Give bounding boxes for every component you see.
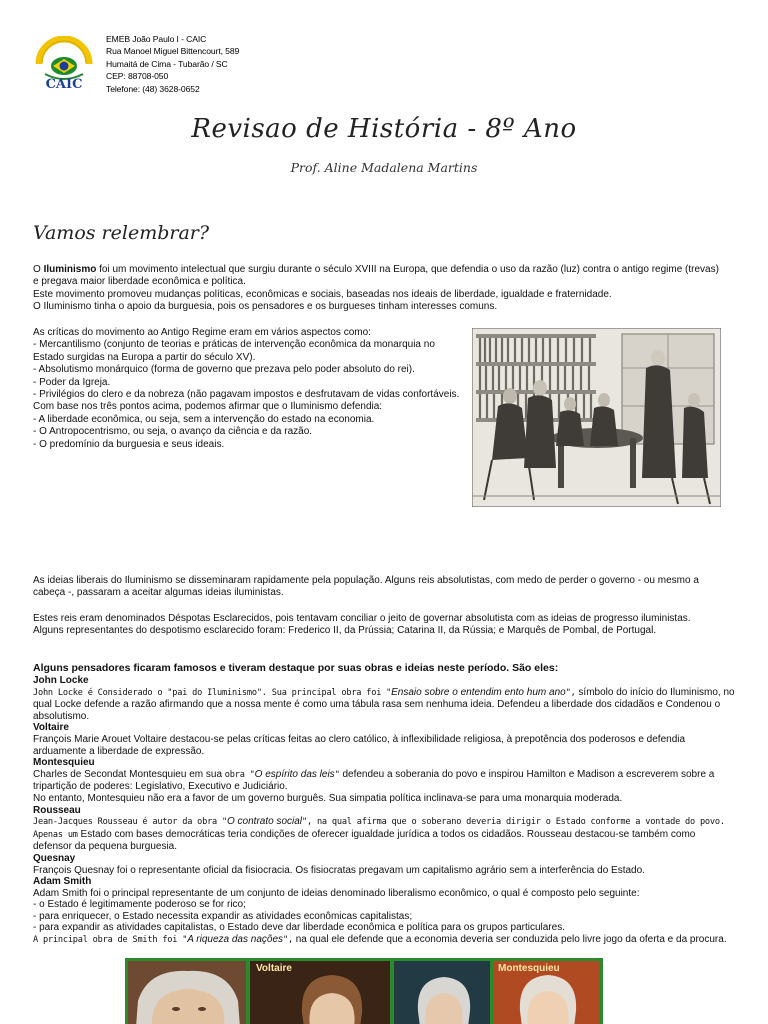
montesquieu-quote-close: " — [334, 769, 340, 780]
portrait-montesquieu — [494, 961, 600, 1024]
locke-description: símbolo do início do Iluminismo, no qual Locke defende a razão afirmando que a nossa mente é como uma tábula rasa sem nenhuma ideia. Defendeu a liberdade dos cidadãos e Condenou o absolutismo. — [33, 686, 735, 722]
criticas-list — [33, 327, 465, 451]
list-item: - Absolutismo monárquico (forma de governo que prezava pelo poder absoluto do rei). — [33, 364, 415, 376]
thinker-text-montesquieu — [33, 769, 737, 793]
smith-description: na qual ele defende que a economia deveria ser conduzida pelo livre jogo da oferta e da procura. — [292, 934, 727, 946]
school-logo — [33, 36, 95, 90]
thinker-text-montesquieu-2: No entanto, Montesquieu não era a favor de um governo burguês. Sua simpatia política inclinava-se para uma monarquia moderada. — [33, 792, 623, 804]
smith-quote-close: ", — [283, 935, 293, 946]
rousseau-work: O contrato social — [226, 816, 303, 828]
smith-work: A riqueza das nações — [187, 934, 284, 946]
philosophers-engraving — [472, 328, 721, 507]
list-item: Com base nos três pontos acima, podemos afirmar que o Iluminismo defendia: — [33, 401, 383, 413]
portrait-label-voltaire: Voltaire — [256, 963, 292, 974]
montesquieu-obra: obra " — [224, 769, 255, 780]
school-street: Rua Manoel Miguel Bittencourt, 589 — [106, 46, 240, 57]
smith-line: - o Estado é legitimamente poderoso se for rico; — [33, 899, 246, 911]
list-item: - A liberdade econômica, ou seja, sem a intervenção do estado na economia. — [33, 413, 375, 425]
locke-intro: John Locke é Considerado o "pai do Iluminismo". Sua principal obra foi " — [33, 687, 392, 698]
thinker-text-rousseau — [33, 816, 737, 853]
portrait-label-montesquieu: Montesquieu — [498, 963, 560, 974]
intro-paragraph-2: Este movimento promoveu mudanças políticas, econômicas e sociais, baseadas nos ideais de liberdade, igualdade e fraternidade. — [33, 288, 612, 300]
thinker-text-smith — [33, 934, 737, 947]
school-name: EMEB João Paulo I - CAIC — [106, 34, 207, 44]
despotas-paragraph-2: Alguns representantes do despotismo esclarecido foram: Frederico II, da Prússia; Catarina II, da Rússia; e Marquês de Pombal, de Portugal. — [33, 625, 657, 637]
thinker-name-voltaire: Voltaire — [33, 722, 69, 734]
portraits-collage — [125, 958, 603, 1024]
list-item: As críticas do movimento ao Antigo Regime eram em vários aspectos como: — [33, 327, 371, 338]
intro-paragraph-3: O Iluminismo tinha o apoio da burguesia, pois os pensadores e os burgueses tinham interesses comuns. — [33, 301, 498, 313]
list-item: - Poder da Igreja. — [33, 376, 111, 388]
logo-text: CAIC — [45, 77, 83, 90]
montesquieu-description: defendeu a soberania do povo e inspirou Hamilton e Madison a escreverem sobre a tripartição de poderes: Legislativo, Executivo e Judiciário. — [33, 768, 715, 793]
intro-keyword: Iluminismo — [43, 264, 97, 275]
thinker-text-voltaire: François Marie Arouet Voltaire destacou-se pelas críticas feitas ao clero católico, à inflexibilidade religiosa, à prepotência dos poderosos e defendia arduamente a liberdade de expressão. — [33, 733, 686, 757]
pensadores-heading: Alguns pensadores ficaram famosos e tiveram destaque por suas obras e ideias neste período. São eles: — [33, 662, 559, 674]
montesquieu-intro: Charles de Secondat Montesquieu em sua — [33, 768, 225, 780]
intro-definition: foi um movimento intelectual que surgiu durante o século XVIII na Europa, que defendia o uso da razão (luz) contra o antigo regime (trevas) e pregava maior liberdade econômica e política. — [33, 264, 719, 288]
school-address — [106, 33, 239, 95]
school-district: Humaitá de Cima - Tubarão / SC — [106, 58, 228, 69]
montesquieu-work: O espírito das leis — [254, 768, 335, 780]
list-item: - O predomínio da burguesia e seus ideais. — [33, 438, 225, 450]
liberais-paragraph: As ideias liberais do Iluminismo se disseminaram rapidamente pela população. Alguns reis absolutistas, com medo de perder o governo - ou mesmo a cabeça -, passaram a aceitar algumas ideias iluministas. — [33, 575, 699, 599]
smith-line: Adam Smith foi o principal representante de um conjunto de ideias denominado liberalismo econômico, o qual é composto pelo seguinte: — [33, 887, 640, 899]
thinker-name-quesnay: Quesnay — [33, 852, 76, 864]
smith-line: - para expandir as atividades capitalistas, o Estado deve dar liberdade econômica e política para os grupos particulares. — [33, 922, 565, 934]
rousseau-intro: Jean-Jacques Rousseau é autor da obra " — [33, 817, 227, 828]
smith-line: - para enriquecer, o Estado necessita expandir as atividades econômicas capitalistas; — [33, 910, 413, 922]
page-title: Revisao de História - 8º Ano — [191, 114, 577, 144]
portrait-locke — [128, 961, 246, 1024]
locke-work: Ensaio sobre o entendim ento hum ano — [391, 686, 566, 698]
locke-quote-close: ", — [565, 687, 576, 698]
rousseau-description: Estado com bases democráticas teria condições de oferecer igualdade jurídica a todos os cidadãos. Rousseau destacou-se também como defensor da pequena burguesia. — [33, 828, 696, 853]
portrait-rousseau — [394, 961, 490, 1024]
thinker-text-locke — [33, 687, 737, 723]
thinker-name-montesquieu: Montesquieu — [33, 757, 95, 769]
intro-text — [33, 264, 723, 314]
intro-prefix: O — [33, 264, 44, 275]
thinker-text-quesnay: François Quesnay foi o representante oficial da fisiocracia. Os fisiocratas pregavam um capitalismo agrário sem a interferência do Estado. — [33, 864, 645, 876]
list-item: - O Antropocentrismo, ou seja, o avanço da ciência e da razão. — [33, 426, 313, 438]
school-phone: Telefone: (48) 3628-0652 — [106, 83, 200, 94]
despotas-paragraph-1: Estes reis eram denominados Déspotas Esclarecidos, pois tentavam conciliar o jeito de governar absolutista com as ideias de progresso iluministas. — [33, 613, 691, 624]
school-cep: CEP: 88708-050 — [106, 71, 169, 82]
portrait-voltaire — [250, 961, 390, 1024]
rousseau-summary: ", na qual afirma que o soberano deveria dirigir o Estado conforme a vontade do povo. Apenas um — [33, 817, 725, 840]
smith-intro: A principal obra de Smith foi " — [33, 935, 188, 946]
thinker-name-rousseau: Rousseau — [33, 804, 81, 816]
section-heading: Vamos relembrar? — [33, 222, 210, 244]
thinker-name-locke: John Locke — [33, 675, 89, 686]
thinker-name-smith: Adam Smith — [33, 876, 92, 888]
despotas-text — [33, 613, 733, 638]
pensadores-list — [33, 675, 737, 947]
teacher-name: Prof. Aline Madalena Martins — [290, 160, 478, 175]
list-item: - Privilégios do clero e da nobreza (não pagavam impostos e desfrutavam de vidas confortáveis. — [33, 389, 460, 401]
list-item: - Mercantilismo (conjunto de teorias e práticas de intervenção econômica da monarquia no Estado surgidas na Europa a partir do século XV). — [33, 339, 435, 363]
